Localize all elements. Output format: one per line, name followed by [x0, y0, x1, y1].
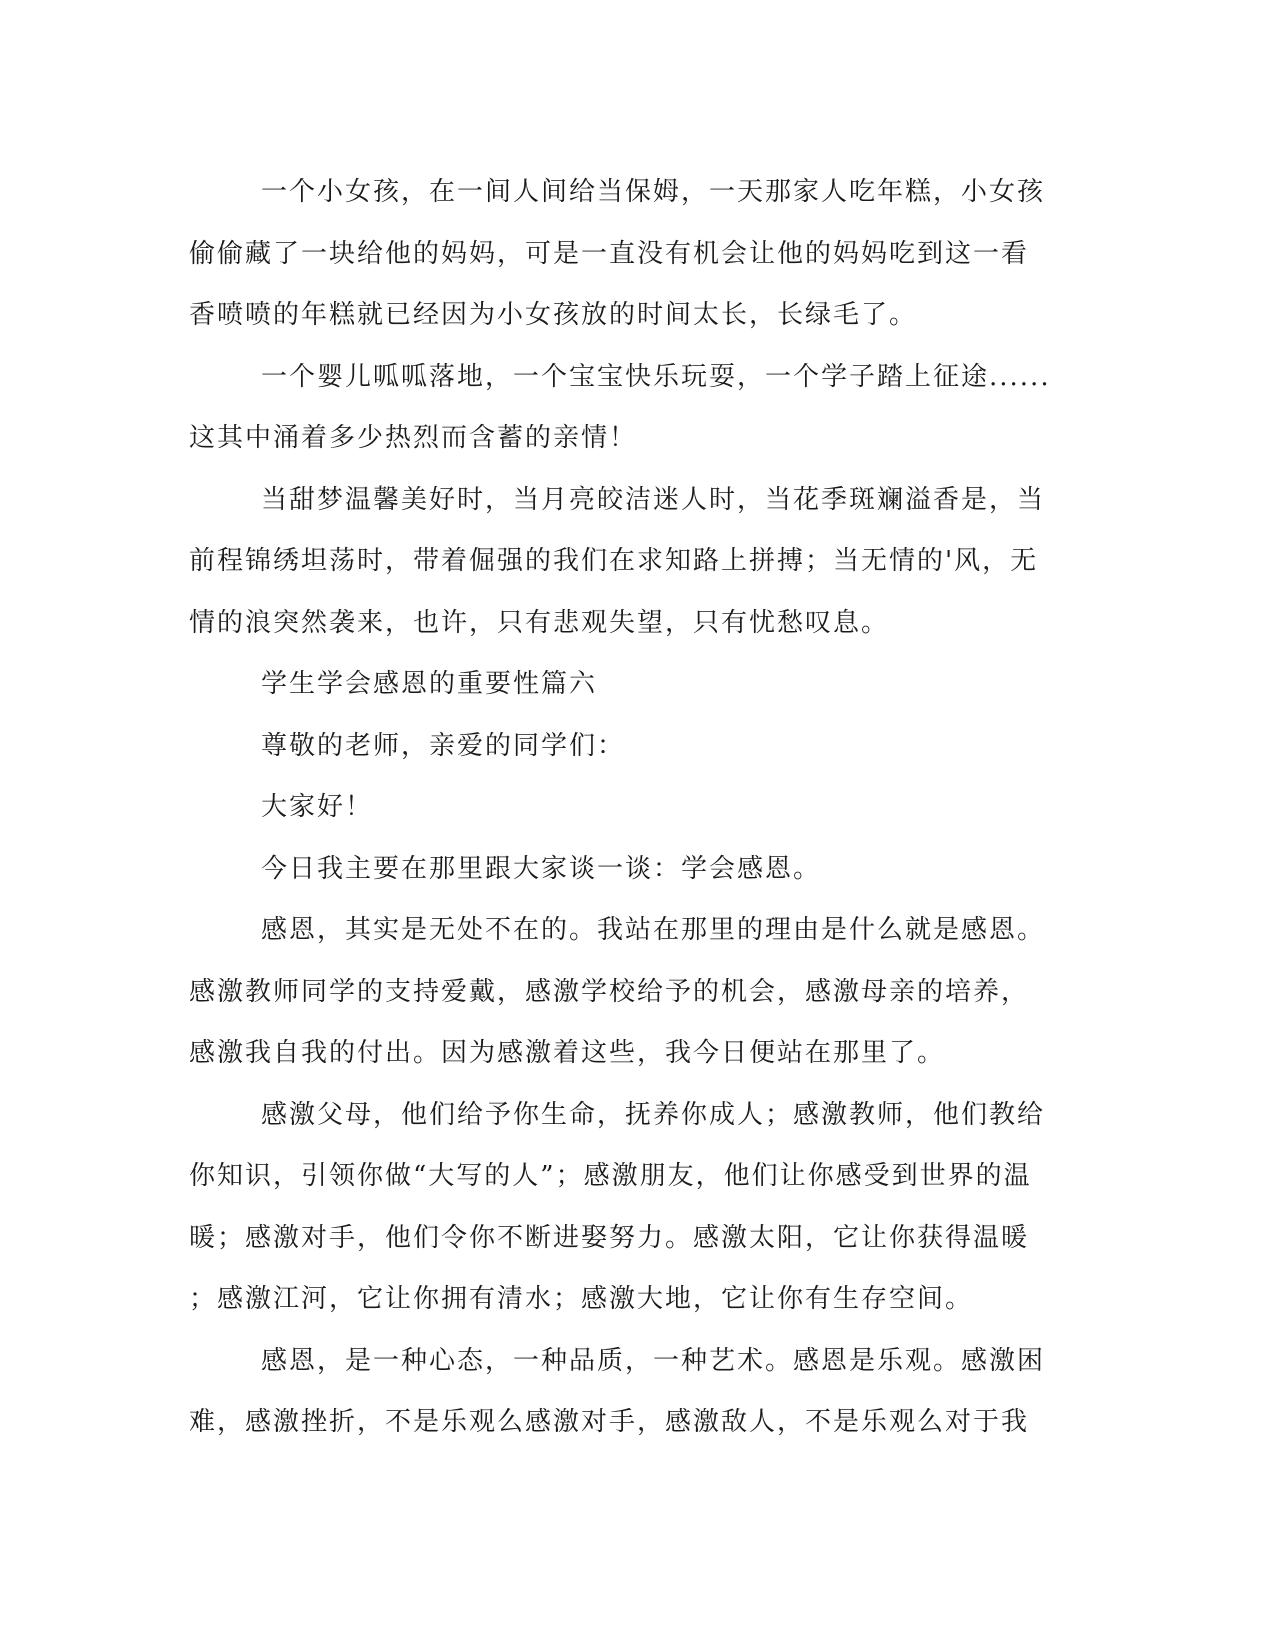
- text-line: 感激我自我的付出。因为感激着这些，我今日便站在那里了。: [189, 1038, 946, 1068]
- paragraph-girl-new-year-cake: [189, 162, 1079, 347]
- text-line: 暖；感激对手，他们令你不断进娶努力。感激太阳，它让你获得温暖: [189, 1222, 1030, 1253]
- text-line: 前程锦绣坦荡时，带着倔强的我们在求知路上拼搏；当无情的'风，无: [189, 546, 1039, 576]
- text-line: 感激父母，他们给予你生命，抚养你成人；感激教师，他们教给: [261, 1099, 1046, 1130]
- text-line: ；感激江河，它让你拥有清水；感激大地，它让你有生存空间。: [189, 1284, 974, 1314]
- paragraph-sweet-dreams: [189, 470, 1079, 655]
- text-line: 香喷喷的年糕就已经因为小女孩放的时间太长，长绿毛了。: [189, 300, 918, 330]
- document-body: [189, 162, 1079, 1454]
- text-line: 感激教师同学的支持爱戴，感激学校给予的机会，感激母亲的培养，: [189, 976, 1030, 1007]
- salutation: 尊敬的老师，亲爱的同学们：: [261, 730, 626, 761]
- paragraph-family-affection: [189, 347, 1079, 470]
- greeting: 大家好！: [261, 792, 374, 822]
- text-line: 当甜梦温馨美好时，当月亮皎洁迷人时，当花季斑斓溢香是，当: [261, 484, 1046, 515]
- paragraph-gratitude-attitude: [189, 1331, 1079, 1454]
- text-line: 偷偷藏了一块给他的妈妈，可是一直没有机会让他的妈妈吃到这一看: [189, 238, 1030, 269]
- text-line: 感恩，其实是无处不在的。我站在那里的理由是什么就是感恩。: [261, 915, 1046, 945]
- intro-line: 今日我主要在那里跟大家谈一谈：学会感恩。: [261, 853, 822, 884]
- text-line: 感恩，是一种心态，一种品质，一种艺术。感恩是乐观。感激困: [261, 1345, 1046, 1376]
- text-line: 情的浪突然袭来，也许，只有悲观失望，只有忧愁叹息。: [189, 607, 890, 638]
- text-line: 这其中涌着多少热烈而含蓄的亲情！: [189, 423, 638, 453]
- paragraph-gratitude-everywhere: [189, 900, 1079, 1085]
- paragraph-thank-parents: [189, 1085, 1079, 1331]
- text-line: 一个小女孩，在一间人间给当保姆，一天那家人吃年糕，小女孩: [261, 177, 1046, 207]
- text-line: 你知识，引领你做“大写的人”；感激朋友，他们让你感受到世界的温: [189, 1161, 1032, 1191]
- text-line: 一个婴儿呱呱落地，一个宝宝快乐玩耍，一个学子踏上征途......: [261, 361, 1051, 392]
- text-line: 难，感激挫折，不是乐观么感激对手，感激敌人，不是乐观么对于我: [189, 1407, 1030, 1437]
- section-title: 学生学会感恩的重要性篇六: [261, 669, 598, 699]
